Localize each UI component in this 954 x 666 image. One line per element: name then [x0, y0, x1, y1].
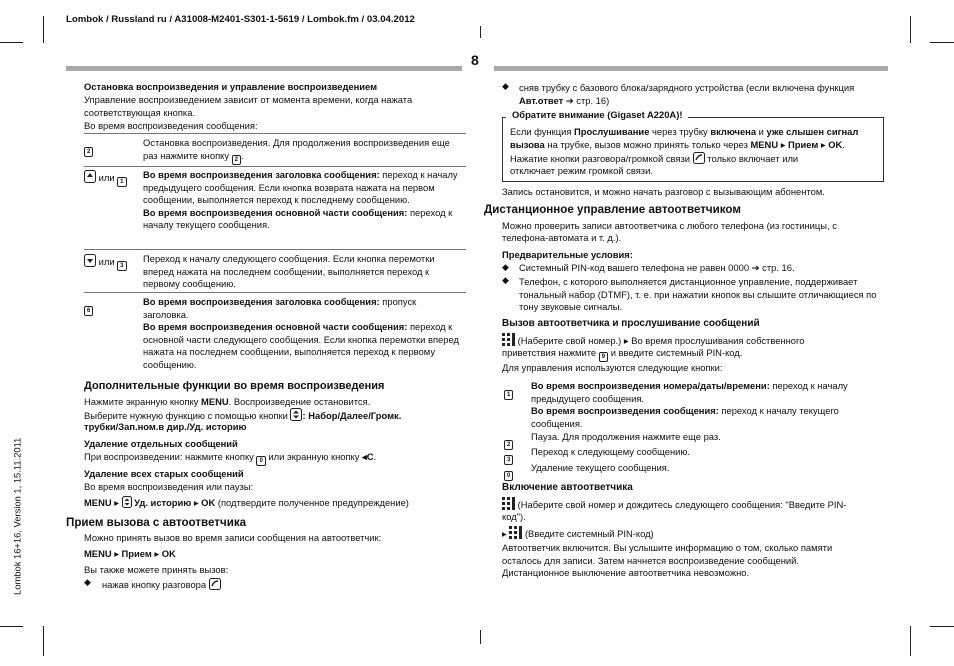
arrow-icon: ➔ [751, 262, 760, 273]
table-divider [84, 133, 466, 134]
remote-line1: Можно проверить записи автоответчика с любого телефона (из гостиницы, с [502, 220, 837, 231]
center-mark [480, 26, 481, 38]
accept-text: Можно принять вызов во время записи сообщения на автоответчик: [84, 532, 382, 543]
note-line1: Если функция Прослушивание через трубку включена и уже слышен сигнал [510, 126, 859, 137]
crop-mark [910, 16, 911, 43]
accept-title: Прием вызова с автоответчика [66, 516, 247, 529]
delete-all-text: Во время воспроизведения или паузы: [84, 481, 254, 492]
nav-updown-icon [122, 496, 132, 508]
arrow-icon: ▸ [114, 497, 119, 508]
header-bar-left [66, 66, 462, 71]
activation-para1: Автоответчик включится. Вы услышите информацию о том, сколько памяти [502, 542, 833, 553]
activation-para2: осталось для записи. Затем начнется воспроизведение сообщений. [502, 555, 799, 566]
delete-single-text: При воспроизведении: нажмите кнопку 0 или экранную кнопку ◂C. [84, 451, 377, 464]
accept-also: Вы также можете принять вызов: [84, 564, 229, 575]
key-3-icon: 3 [504, 446, 513, 465]
arrow-icon: ▸ [820, 139, 826, 150]
extra-line1: Нажмите экранную кнопку MENU. Воспроизведение остановится. [84, 396, 371, 407]
keys-intro: Для управления используются следующие кнопки: [502, 362, 723, 373]
row4-text: Во время воспроизведения заголовка сообщения: пропуск заголовка. Во время воспроизведения основной части сообщения: переход к основной части следующего сообщения. Если кнопка перемотки вперед нажата на последнем сообщении, выполняется переход к первому сообщению. [143, 296, 459, 370]
nav-up-icon [84, 170, 96, 183]
note-line3: Нажатие кнопки разговора/громкой связи только включает или [510, 153, 799, 164]
key-9-icon: 9 [599, 352, 608, 362]
prerequisite-1: Системный PIN-код вашего телефона не равен 0000 ➔ стр. 16. [519, 262, 795, 273]
arrow-icon: ▸ [623, 335, 629, 346]
call-title: Вызов автоответчика и прослушивание сообщений [502, 318, 760, 329]
header-meta: Lombok / Russland ru / A31008-M2401-S301-1-5619 / Lombok.fm / 03.04.2012 [66, 14, 415, 25]
backspace-icon: ◂C [362, 451, 374, 462]
page-number: 8 [471, 52, 479, 68]
delete-all-title: Удаление всех старых сообщений [84, 468, 244, 479]
crop-mark [930, 42, 954, 43]
table-divider [84, 166, 466, 167]
table-divider [84, 249, 466, 250]
key-6-icon: 6 [84, 297, 93, 316]
nav-down-icon [84, 254, 96, 267]
key-down-or-3: или 3 [84, 254, 127, 271]
key-2-icon: 2 [232, 155, 241, 165]
row3-text: Переход к началу следующего сообщения. Если кнопка перемотки вперед нажата на последнем сообщении, выполняется переход к первому сообщению. [143, 253, 435, 290]
right-bullet-line1: сняв трубку с базового блока/зарядного устройства (если включена функция [519, 82, 855, 93]
key-3-icon: 3 [117, 261, 126, 271]
activation-para3: Дистанционное выключение автоответчика невозможно. [502, 567, 750, 578]
arrow-icon: ▸ [502, 528, 507, 539]
extra-line3: трубки/Зап.ном.в дир./Уд. историю [84, 421, 247, 432]
crop-mark [0, 626, 23, 627]
activation-title: Включение автоответчика [502, 482, 633, 493]
key-0-icon: 0 [504, 462, 513, 481]
accept-path: MENU ▸ Прием ▸ OK [84, 548, 176, 559]
activation-line3: ▸ (Введите системный PIN-код) [502, 528, 654, 539]
table-divider [84, 292, 466, 293]
key-2-icon: 2 [504, 431, 513, 450]
key3-text: Переход к следующему сообщению. [531, 446, 691, 457]
stop-intro: Управление воспроизведением зависит от момента времени, когда нажата соответствующая кнопка. [84, 94, 413, 118]
bullet-icon: ◆ [84, 577, 91, 587]
delete-single-title: Удаление отдельных сообщений [84, 438, 238, 449]
key1-text: Во время воспроизведения номера/даты/времени: переход к началу предыдущего сообщения. Во время воспроизведения сообщения: переход к началу текущего сообщения. [531, 380, 848, 429]
arrow-icon: ▸ [114, 548, 119, 559]
crop-mark [43, 626, 44, 656]
call-line2: приветствия нажмите 9 и введите системный PIN-код. [502, 347, 743, 360]
crop-mark [43, 16, 44, 43]
recording-stops: Запись остановится, и можно начать разговор с вызывающим абонентом. [502, 186, 825, 197]
prerequisite-2: Телефон, с которого выполняется дистанционное управление, поддерживает тональный набор (DTMF), т. е. при нажатии кнопок вы слышите отличающиеся по тону звуковые сигналы. [519, 276, 877, 313]
crop-mark [910, 626, 911, 656]
call-line1: (Наберите свой номер.) ▸ Во время прослушивания собственного [502, 333, 804, 348]
keypad-icon [502, 497, 515, 510]
activation-line2: код"). [502, 511, 526, 522]
right-bullet-line2: Авт.ответ ➔ стр. 16) [519, 95, 610, 106]
prerequisites-title: Предварительные условия: [502, 249, 633, 260]
key-2-icon: 2 [84, 138, 93, 157]
bullet-icon: ◆ [502, 275, 509, 285]
arrow-icon: ▸ [193, 497, 199, 508]
header-bar-right [494, 66, 888, 71]
key-1-icon: 1 [117, 177, 126, 187]
arrow-icon: ▸ [154, 548, 160, 559]
arrow-icon: ➔ [565, 95, 574, 106]
side-version-note: Lombok 16+16, Version 1, 15.11.2011 [11, 437, 23, 595]
row2-text: Во время воспроизведения заголовка сообщения: переход к началу предыдущего сообщения. Если кнопка возврата нажата на первом сообщении, выполняется переход к последнему сообщению. Во время воспроизведения основной части сообщения: переход к началу текущего сообщения. [143, 169, 458, 231]
accept-bullet1: нажав кнопку разговора [102, 578, 221, 592]
bullet-icon: ◆ [502, 81, 509, 91]
bullet-icon: ◆ [502, 262, 509, 272]
remote-title: Дистанционное управление автоответчиком [484, 203, 741, 216]
note-line4: отключает режим громкой связи. [510, 165, 653, 176]
delete-all-path: MENU ▸ Уд. историю ▸ OK (подтвердите полученное предупреждение) [84, 497, 409, 508]
key-1-icon: 1 [504, 381, 513, 400]
key0-text: Удаление текущего сообщения. [531, 462, 670, 473]
crop-mark [930, 626, 954, 627]
key-up-or-1: или 1 [84, 170, 127, 187]
key-0-icon: 0 [256, 456, 265, 466]
note-title: Обратите внимание (Gigaset A220A)! [506, 109, 688, 122]
keypad-icon [502, 333, 515, 346]
stop-title: Остановка воспроизведения и управление воспроизведением [84, 81, 378, 92]
activation-line1: (Наберите свой номер и дождитесь следующего сообщения: "Введите PIN- [502, 497, 846, 512]
nav-updown-icon [290, 408, 302, 421]
crop-mark [0, 42, 23, 43]
remote-line2: телефона-автомата и т. д.). [502, 232, 622, 243]
note-line2: вызова на трубке, вызов можно принять только через MENU ▸ Прием ▸ OK. [510, 139, 845, 150]
speaker-key-icon [693, 152, 705, 164]
talk-key-icon [209, 578, 221, 590]
extra-title: Дополнительные функции во время воспроизведения [84, 380, 385, 392]
extra-line2: Выберите нужную функцию с помощью кнопки : Набор/Далее/Громк. [84, 410, 402, 421]
arrow-icon: ▸ [780, 139, 786, 150]
center-mark [480, 630, 481, 644]
row1-text: Остановка воспроизведения. Для продолжения воспроизведения еще раз нажмите кнопку 2 . [143, 137, 450, 163]
keypad-icon [509, 526, 522, 539]
key2-text: Пауза. Для продолжения нажмите еще раз. [531, 431, 721, 442]
during-message: Во время воспроизведения сообщения: [84, 120, 258, 131]
